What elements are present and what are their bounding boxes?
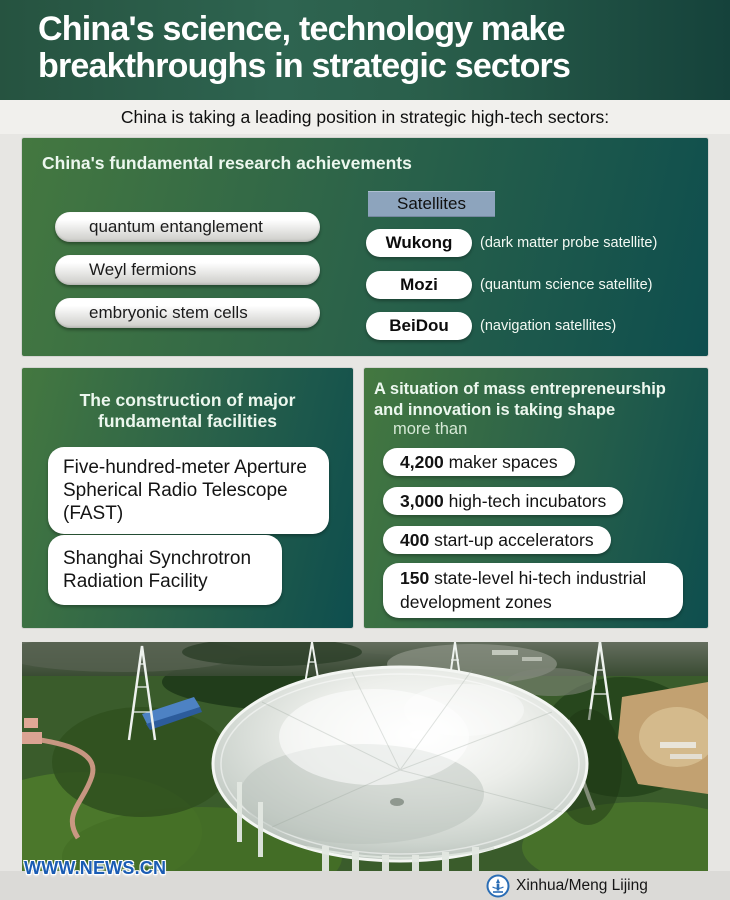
stat-value: 3,000 (400, 491, 444, 511)
satellite-desc-beidou: (navigation satellites) (480, 318, 617, 334)
facilities-title-line1: The construction of major (79, 390, 296, 410)
stat-value: 4,200 (400, 452, 444, 472)
achievement-pill-embryonic-stem-cells: embryonic stem cells (55, 298, 320, 328)
achievement-pill-weyl-fermions: Weyl fermions (55, 255, 320, 285)
research-panel (22, 138, 708, 356)
satellite-name-beidou: BeiDou (366, 312, 472, 340)
stat-pill-incubators (383, 487, 623, 515)
photo-credit-text: Xinhua/Meng Lijing (516, 876, 648, 894)
masthead (0, 0, 730, 100)
entrepreneurship-panel (364, 368, 708, 628)
stat-value: 150 (400, 568, 430, 588)
achievement-pill-quantum-entanglement: quantum entanglement (55, 212, 320, 242)
facility-box-shanghai: Shanghai Synchrotron Radiation Facility (48, 535, 282, 605)
entrepreneurship-panel-title (374, 379, 666, 421)
satellite-desc-wukong: (dark matter probe satellite) (480, 235, 658, 251)
page-title-line1: China's science, technology make (38, 10, 565, 48)
fast-telescope-photo (22, 642, 708, 871)
satellite-name-mozi: Mozi (366, 271, 472, 299)
satellite-row-mozi (366, 271, 706, 299)
satellite-desc-mozi: (quantum science satellite) (480, 277, 653, 293)
photo-credit (486, 873, 648, 898)
stat-label: state-level hi-tech industrial development zones (400, 568, 647, 612)
stat-pill-development-zones (383, 563, 683, 618)
satellite-row-beidou (366, 312, 706, 340)
news-website-link[interactable]: WWW.NEWS.CN (24, 858, 167, 878)
facility-box-fast: Five-hundred-meter Aperture Spherical Radio Telescope (FAST) (48, 447, 329, 534)
stat-label: high-tech incubators (443, 491, 607, 511)
entrepreneurship-title-line1: A situation of mass entrepreneurship (374, 380, 666, 398)
page-title-line2: breakthroughs in strategic sectors (38, 47, 571, 85)
stat-value: 400 (400, 530, 430, 550)
stat-label: start-up accelerators (429, 530, 594, 550)
more-than-label: more than (393, 420, 468, 438)
stat-pill-maker-spaces (383, 448, 575, 476)
stat-label: maker spaces (443, 452, 558, 472)
entrepreneurship-title-line2: and innovation is taking shape (374, 401, 616, 419)
satellite-name-wukong: Wukong (366, 229, 472, 257)
intro-text: China is taking a leading position in strategic high-tech sectors: (0, 100, 730, 134)
page-title (38, 11, 570, 85)
satellite-row-wukong (366, 229, 706, 257)
research-panel-title: China's fundamental research achievements (42, 153, 412, 173)
xinhua-logo-icon (486, 874, 510, 898)
facilities-panel (22, 368, 353, 628)
satellites-header: Satellites (368, 191, 495, 217)
stat-pill-accelerators (383, 526, 611, 554)
fast-telescope-illustration (22, 642, 708, 871)
facilities-title-line2: fundamental facilities (98, 411, 277, 431)
facilities-panel-title (22, 390, 353, 432)
